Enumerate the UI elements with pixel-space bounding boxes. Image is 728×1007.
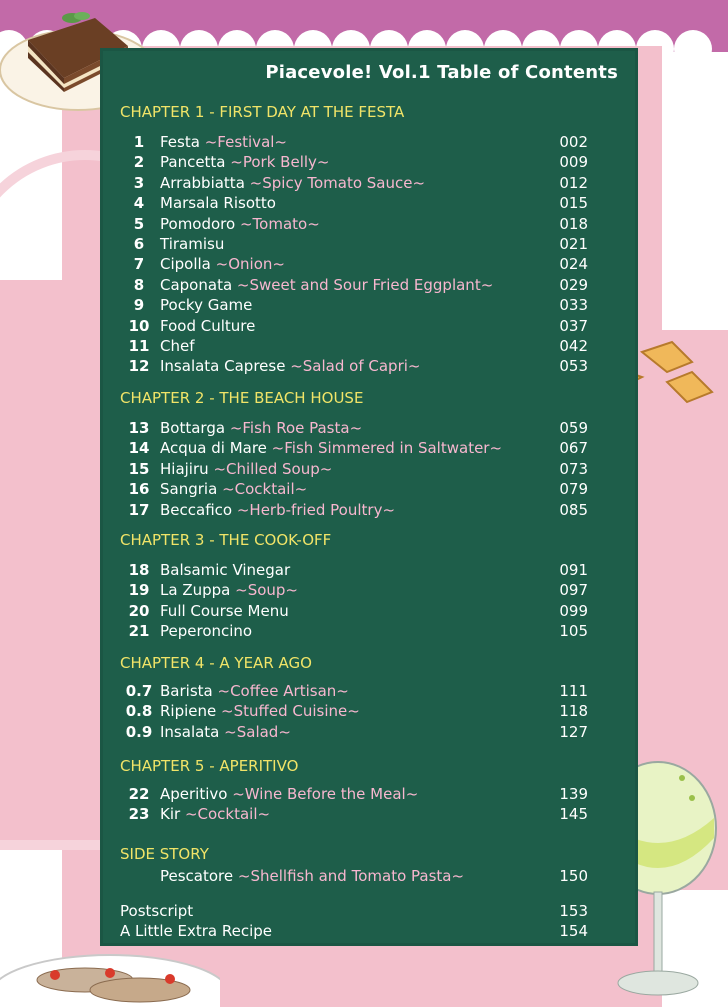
chapter-subtitle: ~Coffee Artisan~ [217,682,349,700]
chapter-label [160,337,195,355]
page-number: 033 [559,296,588,315]
page-number: 059 [559,419,588,437]
page-number: 127 [559,722,588,741]
chapter-subtitle: ~Sweet and Sour Fried Eggplant~ [236,275,494,294]
chapter-number: 15 [128,459,150,478]
page-number: 053 [559,357,588,376]
chapter-number: 16 [128,480,150,499]
chapter-number: 23 [128,805,150,824]
chapter-title: Insalata Caprese [160,357,286,376]
chapter-label [160,276,493,294]
chapter-label [160,215,320,233]
chapter-title: Festa [160,133,200,151]
chapter-title: Caponata [160,275,233,294]
chapter-title: Marsala Risotto [160,194,276,213]
toc-row [120,174,588,194]
toc-row [120,460,588,480]
chapter-subtitle: ~Shellfish and Tomato Pasta~ [237,867,465,885]
chapter-title: Insalata [160,722,220,741]
toc-row [120,357,588,377]
toc-row [120,561,588,581]
page-number: 029 [559,275,588,294]
chapter-label [160,153,329,171]
chapter-title: Hiajiru [160,459,209,478]
chapter-label [160,602,289,620]
chapter-number: 9 [133,296,145,315]
chapter-subtitle: ~Cocktail~ [184,805,271,824]
chapter-number: 3 [133,173,145,192]
page-number: 021 [559,235,588,253]
chapter-heading: CHAPTER 3 - THE COOK-OFF [120,531,332,549]
chapter-heading: CHAPTER 4 - A YEAR AGO [120,654,312,672]
chapter-subtitle: ~Soup~ [235,581,298,600]
chapter-title: Pancetta [160,153,226,172]
page-number: 015 [559,194,588,213]
page-number: 042 [559,337,588,355]
chapter-number: 0.7 [125,682,153,700]
page-number: 154 [559,922,588,940]
chapter-label [160,317,255,335]
toc-row [120,805,588,825]
toc-row [120,439,588,459]
chapter-subtitle: ~Festival~ [204,133,287,151]
chapter-number: 14 [128,439,150,458]
toc-row [120,215,588,235]
page-number: 097 [559,581,588,600]
chapter-label [160,174,425,192]
chapter-number: 10 [128,316,150,335]
chapter-subtitle: ~Fish Simmered in Saltwater~ [271,439,503,458]
page-number: 018 [559,214,588,233]
chapter-title: Pescatore [160,867,234,885]
chapter-number: 0.8 [125,702,153,721]
chapter-label [160,805,270,823]
page-number: 073 [559,459,588,478]
chapter-subtitle: ~Salad~ [224,722,291,741]
page-number: 012 [559,173,588,192]
chapter-number: 20 [128,601,150,620]
chapter-number: 1 [133,133,145,151]
toc-row [120,682,588,702]
chapter-title: Bottarga [160,419,226,437]
chapter-title: Ripiene [160,702,217,721]
toc-row [120,867,588,887]
chapter-subtitle: ~Cocktail~ [222,480,308,499]
chapter-title: Balsamic Vinegar [160,561,291,579]
chapter-label [160,235,224,253]
chapter-title: Full Course Menu [160,601,289,620]
chapter-subtitle: ~Salad of Capri~ [290,357,421,376]
chapter-number: 21 [128,622,150,641]
page-number: 091 [559,561,588,579]
chapter-label [160,480,307,498]
chapter-number: 18 [128,561,150,579]
toc-row [120,723,588,743]
chapter-heading: SIDE STORY [120,845,209,863]
page-number: 153 [559,902,588,920]
chapter-title: Kir [160,805,181,824]
chapter-number: 13 [128,419,150,437]
extra-title: Postscript [120,902,194,920]
chapter-label [160,133,287,151]
chapter-title: Sangria [160,480,218,499]
toc-row [120,133,588,153]
toc-row [120,702,588,722]
chapter-title: Peperoncino [160,622,253,641]
toc-row [120,785,588,805]
chapter-label [160,255,285,273]
chapter-title: Arrabbiatta [160,173,245,192]
chapter-title: Acqua di Mare [160,439,267,458]
chapter-label [160,419,362,437]
chapter-number: 19 [128,581,150,600]
chapter-number: 8 [133,275,145,294]
toc-row [120,480,588,500]
toc-row [120,296,588,316]
chapter-number: 22 [128,785,150,803]
chapter-heading: CHAPTER 5 - APERITIVO [120,757,299,775]
chapter-subtitle: ~Fish Roe Pasta~ [229,419,363,437]
chapter-number: 2 [133,153,145,172]
chapter-label [160,460,332,478]
chapter-title: Pomodoro [160,214,236,233]
chapter-label [160,622,252,640]
toc-row [120,622,588,642]
page-number: 085 [559,500,588,519]
page-number: 145 [559,805,588,824]
toc-extra-row [120,902,588,922]
chapter-number: 6 [133,235,145,253]
chapter-subtitle: ~Onion~ [215,255,285,274]
chapter-number: 0.9 [125,722,153,741]
chapter-subtitle: ~Spicy Tomato Sauce~ [249,173,426,192]
page-number: 105 [559,622,588,641]
chapter-number: 12 [128,357,150,376]
chapter-label [160,581,298,599]
toc-row [120,276,588,296]
chapter-title: Aperitivo [160,785,228,803]
chapter-subtitle: ~Tomato~ [239,214,320,233]
chapter-label [160,439,502,457]
chapter-heading: CHAPTER 2 - THE BEACH HOUSE [120,389,364,407]
toc-row [120,581,588,601]
page-number: 067 [559,439,588,458]
page-number: 099 [559,601,588,620]
page-number: 111 [559,682,588,700]
chapter-number: 17 [128,500,150,519]
chapter-title: Food Culture [160,316,256,335]
toc-row [120,255,588,275]
chapter-title: Beccafico [160,500,233,519]
chapter-label [160,296,252,314]
chapter-title: Pocky Game [160,296,253,315]
page-number: 024 [559,255,588,274]
chapter-title: Chef [160,337,195,355]
page-number: 037 [559,316,588,335]
page-number: 002 [559,133,588,151]
chapter-number: 4 [133,194,145,213]
toc-row [120,317,588,337]
chapter-subtitle: ~Chilled Soup~ [213,459,333,478]
toc-row [120,337,588,357]
toc-row [120,235,588,255]
page-title: Piacevole! Vol.1 Table of Contents [265,62,618,83]
chapter-title: Cipolla [160,255,211,274]
chapter-subtitle: ~Stuffed Cuisine~ [221,702,360,721]
toc-row [120,602,588,622]
chapter-label [160,501,395,519]
chapter-number: 7 [133,255,145,274]
chapter-heading: CHAPTER 1 - FIRST DAY AT THE FESTA [120,103,405,121]
chapter-title: Tiramisu [160,235,225,253]
chapter-title: La Zuppa [160,581,231,600]
chapter-subtitle: ~Pork Belly~ [230,153,330,172]
page-number: 150 [559,867,588,885]
chapter-label [160,357,420,375]
toc-row [120,153,588,173]
chapter-title: Barista [160,682,213,700]
page-number: 139 [559,785,588,803]
chapter-label [160,194,276,212]
page-number: 118 [559,702,588,721]
chapter-number: 11 [128,337,150,355]
toc-row [120,501,588,521]
page-number: 079 [559,480,588,499]
toc-row [120,194,588,214]
chapter-label [160,702,360,720]
toc-row [120,419,588,439]
chapter-label [160,723,291,741]
page-number: 009 [559,153,588,172]
chapter-subtitle: ~Wine Before the Meal~ [232,785,419,803]
chapter-label [160,785,418,803]
chapter-label [160,561,290,579]
chapter-label [160,682,349,700]
chapter-subtitle: ~Herb-fried Poultry~ [236,500,396,519]
toc-extra-row [120,922,588,942]
chapter-number: 5 [133,214,145,233]
extra-title: A Little Extra Recipe [120,922,272,940]
chapter-label [160,867,464,885]
